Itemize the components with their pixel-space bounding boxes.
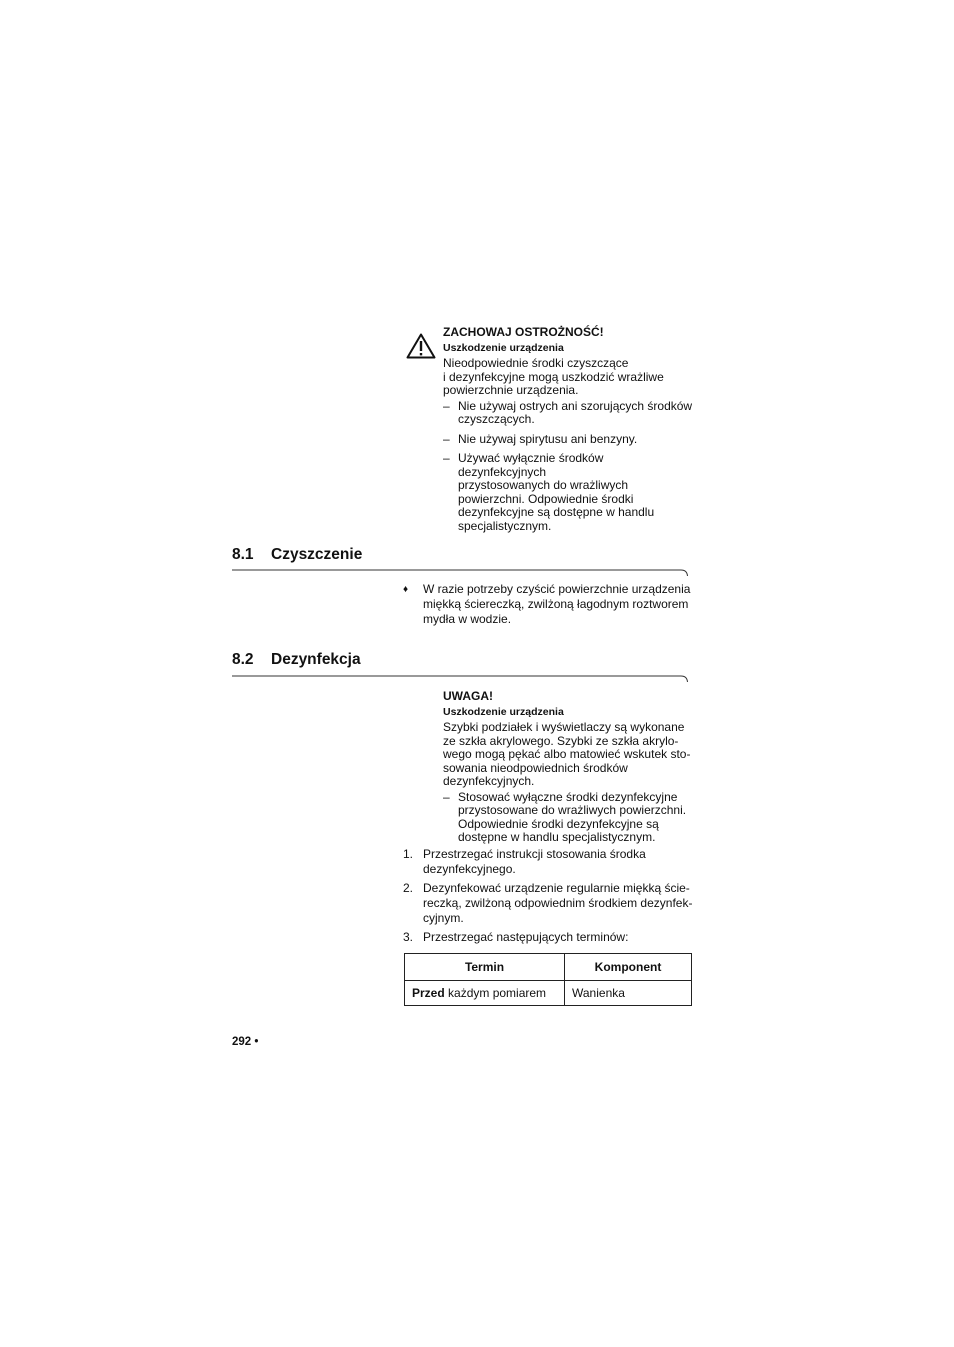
diamond-bullet-icon: ♦ [403, 584, 409, 595]
disinfection-steps [403, 847, 693, 949]
caution-intro: Szybki podziałek i wyświetlaczy są wykonane ze szkła akrylowego. Szybki ze szkła akrylo- wego mogą pękać albo matowieć wskutek sto- sowania nieodpowiednich środków dezynfekcyjnych. [443, 720, 691, 788]
list-item: – Nie używaj spirytusu ani benzyny. [443, 433, 693, 447]
section-rule [232, 569, 688, 577]
caution-list [443, 791, 693, 845]
caution-block [443, 690, 693, 850]
table-row [405, 981, 692, 1006]
warning-block [443, 326, 693, 538]
section-title: Czyszczenie [271, 546, 363, 563]
section-rule [232, 675, 688, 683]
column-header-komponent: Komponent [565, 954, 692, 981]
list-item: – Stosować wyłączne środki dezynfekcyjne przystosowane do wrażliwych powierzchni. Odpowiednie środki dezynfekcyjne są dostępne w handlu specjalistycznym. [443, 791, 693, 845]
section-number: 8.1 [232, 546, 254, 563]
warning-list [443, 400, 693, 534]
caution-subtitle: Uszkodzenie urządzenia [443, 705, 564, 718]
list-item: 2. Dezynfekować urządzenie regularnie miękką ście- reczką, zwilżoną odpowiednim środkiem dezynfek- cyjnym. [403, 881, 693, 925]
schedule-table [404, 953, 692, 1006]
cleaning-instruction: ♦ W razie potrzeby czyścić powierzchnie urządzenia miękką ściereczką, zwilżoną łagodnym roztworem mydła w wodzie. [403, 582, 691, 626]
warning-triangle-icon [406, 333, 436, 359]
warning-title: ZACHOWAJ OSTROŻNOŚĆ! [443, 325, 604, 339]
section-number: 8.2 [232, 651, 254, 668]
list-item: – Nie używaj ostrych ani szorujących środków czyszczących. [443, 400, 693, 427]
warning-subtitle: Uszkodzenie urządzenia [443, 341, 564, 354]
table-header-row [405, 954, 692, 981]
page-number: 292 • [232, 1036, 259, 1048]
section-heading [232, 546, 362, 564]
table-cell-term: Przed każdym pomiarem [405, 981, 565, 1006]
list-item: 1. Przestrzegać instrukcji stosowania środka dezynfekcyjnego. [403, 847, 646, 876]
warning-intro: Nieodpowiednie środki czyszczące i dezynfekcyjne mogą uszkodzić wrażliwe powierzchnie urządzenia. [443, 356, 664, 397]
list-item: 3. Przestrzegać następujących terminów: [403, 930, 629, 944]
list-item: – Używać wyłącznie środków dezynfekcyjnych przystosowanych do wrażliwych powierzchni. Odpowiednie środki dezynfekcyjne są dostępne w handlu specjalistycznym. [443, 452, 693, 533]
table-cell-component: Wanienka [565, 981, 692, 1006]
column-header-termin: Termin [405, 954, 565, 981]
section-title: Dezynfekcja [271, 651, 361, 668]
section-heading [232, 651, 361, 669]
caution-title: UWAGA! [443, 689, 493, 703]
